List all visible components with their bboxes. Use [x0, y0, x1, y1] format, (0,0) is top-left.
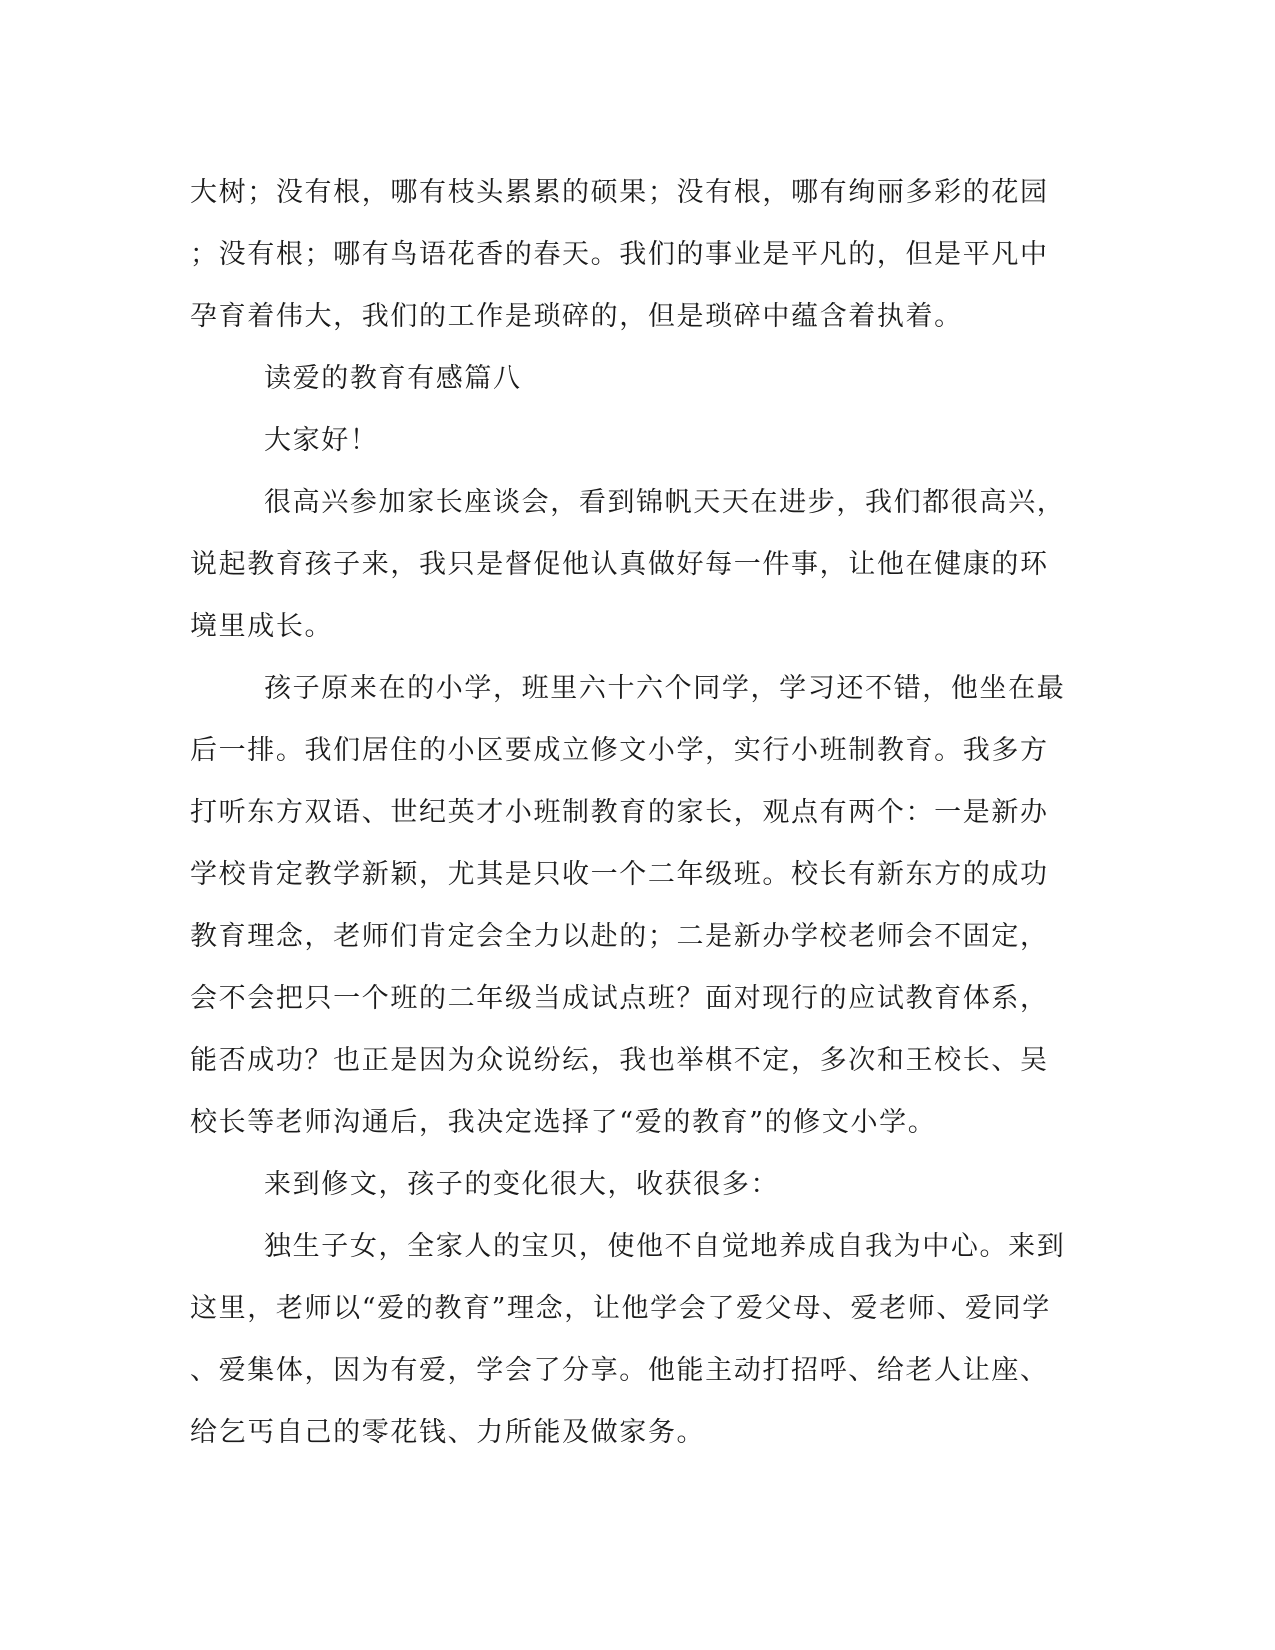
text-line: 很高兴参加家长座谈会，看到锦帆天天在进步，我们都很高兴，	[264, 487, 1066, 518]
text-line: 校长等老师沟通后，我决定选择了“爱的教育”的修文小学。	[190, 1107, 937, 1138]
text-line: 来到修文，孩子的变化很大，收获很多：	[264, 1169, 780, 1200]
greeting-line: 大家好！	[264, 425, 379, 456]
text-line: 这里，老师以“爱的教育”理念，让他学会了爱父母、爱老师、爱同学	[190, 1293, 1051, 1324]
text-line: 、爱集体，因为有爱，学会了分享。他能主动打招呼、给老人让座、	[190, 1355, 1049, 1386]
text-line: 孩子原来在的小学，班里六十六个同学，学习还不错，他坐在最	[264, 673, 1066, 704]
text-line: 教育理念，老师们肯定会全力以赴的；二是新办学校老师会不固定，	[190, 921, 1049, 952]
text-line: 打听东方双语、世纪英才小班制教育的家长，观点有两个：一是新办	[190, 797, 1049, 828]
text-line: 给乞丐自己的零花钱、力所能及做家务。	[190, 1417, 706, 1448]
text-line: 孕育着伟大，我们的工作是琐碎的，但是琐碎中蕴含着执着。	[190, 301, 963, 332]
text-line: 后一排。我们居住的小区要成立修文小学，实行小班制教育。我多方	[190, 735, 1049, 766]
document-body	[190, 162, 1090, 1464]
text-line: 说起教育孩子来，我只是督促他认真做好每一件事，让他在健康的环	[190, 549, 1049, 580]
text-line: 学校肯定教学新颖，尤其是只收一个二年级班。校长有新东方的成功	[190, 859, 1049, 890]
text-line: 独生子女，全家人的宝贝，使他不自觉地养成自我为中心。来到	[264, 1231, 1066, 1262]
text-line: 会不会把只一个班的二年级当成试点班？面对现行的应试教育体系，	[190, 983, 1049, 1014]
text-line: 境里成长。	[190, 611, 334, 642]
text-line: 大树；没有根，哪有枝头累累的硕果；没有根，哪有绚丽多彩的花园	[190, 177, 1049, 208]
section-heading: 读爱的教育有感篇八	[264, 363, 522, 394]
text-line: ；没有根；哪有鸟语花香的春天。我们的事业是平凡的，但是平凡中	[190, 239, 1049, 270]
text-line: 能否成功？也正是因为众说纷纭，我也举棋不定，多次和王校长、吴	[190, 1045, 1049, 1076]
